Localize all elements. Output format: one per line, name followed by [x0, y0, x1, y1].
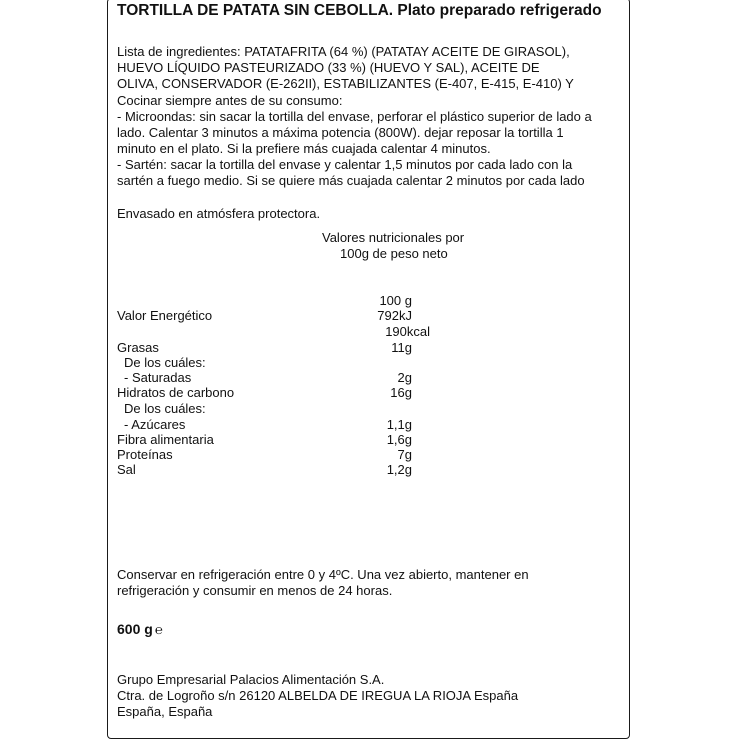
nutrition-row-label: De los cuáles:: [124, 355, 206, 370]
estimated-sign-icon: ℮: [154, 622, 163, 637]
nutrition-per-label: 100 g: [379, 293, 412, 308]
nutrition-row-label: Fibra alimentaria: [117, 432, 214, 447]
cooking-line: - Sartén: sacar la tortilla del envase y calentar 1,5 minutos por cada lado con la: [117, 157, 573, 172]
nutrition-header: Valores nutricionales por: [322, 230, 465, 245]
storage-line: Conservar en refrigeración entre 0 y 4ºC. Una vez abierto, mantener en: [117, 567, 529, 582]
ingredients-line: Lista de ingredientes: PATATAFRITA (64 %) (PATATAY ACEITE DE GIRASOL),: [117, 44, 570, 59]
nutrition-row-value: 7g: [397, 447, 412, 462]
nutrition-row-label: Grasas: [117, 340, 159, 355]
packaging-note: Envasado en atmósfera protectora.: [117, 206, 321, 221]
cooking-line: Cocinar siempre antes de su consumo:: [117, 93, 343, 108]
net-weight-value: 600 g: [117, 621, 153, 637]
nutrition-row-value: 11g: [391, 340, 412, 355]
company-address: Ctra. de Logroño s/n 26120 ALBELDA DE IREGUA LA RIOJA España: [117, 688, 519, 703]
nutrition-row-label: Proteínas: [117, 447, 173, 462]
nutrition-header-sub: 100g de peso neto: [340, 246, 448, 261]
company-country: España, España: [117, 704, 213, 719]
company-name: Grupo Empresarial Palacios Alimentación S.A.: [117, 672, 385, 687]
nutrition-row-label: Hidratos de carbono: [117, 385, 235, 400]
cooking-line: minuto en el plato. Si la prefiere más cuajada calentar 4 minutos.: [117, 141, 491, 156]
ingredients-line: OLIVA, CONSERVADOR (E-262II), ESTABILIZANTES (E-407, E-415, E-410) Y: [117, 76, 574, 91]
nutrition-row-value: 16g: [390, 385, 412, 400]
nutrition-row-label: Valor Energético: [117, 308, 213, 323]
nutrition-row-value: 2g: [397, 370, 412, 385]
nutrition-row-label: - Azúcares: [124, 417, 186, 432]
nutrition-row-label: De los cuáles:: [124, 401, 206, 416]
nutrition-row-label: Sal: [117, 462, 136, 477]
nutrition-row-value: 1,1g: [386, 417, 412, 432]
nutrition-row-value: 190kcal: [385, 324, 430, 339]
product-title: TORTILLA DE PATATA SIN CEBOLLA. Plato preparado refrigerado: [117, 2, 602, 19]
net-weight: [117, 621, 163, 638]
storage-line: refrigeración y consumir en menos de 24 horas.: [117, 583, 393, 598]
cooking-line: - Microondas: sin sacar la tortilla del envase, perforar el plástico superior de lado a: [117, 109, 592, 124]
nutrition-row-value: 792kJ: [377, 308, 412, 323]
nutrition-row-value: 1,2g: [386, 462, 412, 477]
cooking-line: sartén a fuego medio. Si se quiere más cuajada calentar 2 minutos por cada lado: [117, 173, 585, 188]
ingredients-line: HUEVO LÍQUIDO PASTEURIZADO (33 %) (HUEVO Y SAL), ACEITE DE: [117, 60, 540, 75]
nutrition-row-label: - Saturadas: [124, 370, 192, 385]
cooking-line: lado. Calentar 3 minutos a máxima potencia (800W). dejar reposar la tortilla 1: [117, 125, 564, 140]
nutrition-row-value: 1,6g: [386, 432, 412, 447]
